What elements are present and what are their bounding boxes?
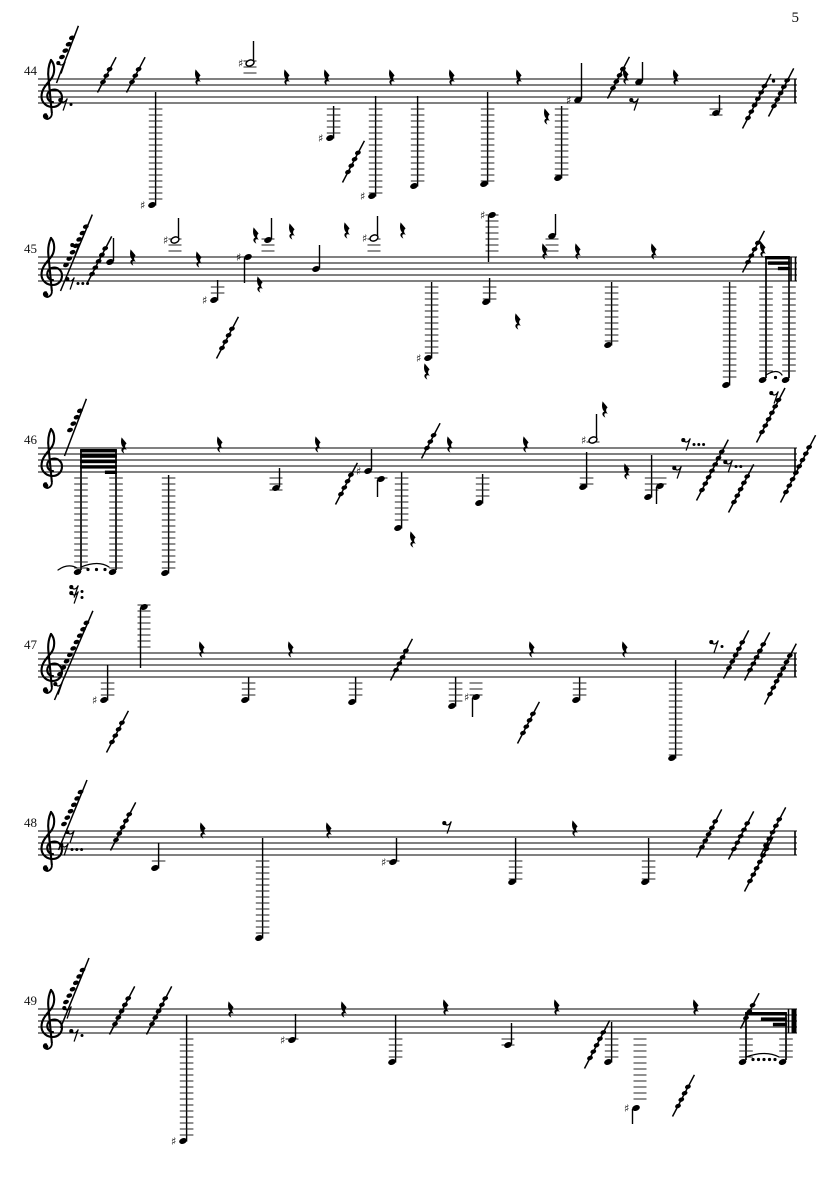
svg-text:♯: ♯	[464, 690, 470, 704]
low-note	[387, 1015, 402, 1066]
note	[262, 218, 275, 251]
measure-number: 45	[24, 241, 37, 256]
quarter-rest	[449, 69, 455, 85]
system-45	[24, 209, 797, 404]
svg-text:♯: ♯	[280, 1033, 286, 1047]
quarter-rest	[199, 641, 205, 657]
tremolo-run	[65, 399, 87, 456]
eighth-rest	[69, 591, 83, 604]
tremolo-run	[518, 702, 540, 744]
tremolo-run	[741, 993, 760, 1028]
measure-number: 46	[24, 432, 37, 447]
note	[311, 245, 320, 273]
note	[624, 1102, 641, 1124]
tremolo-run	[59, 780, 88, 850]
treble-clef-icon	[42, 812, 63, 871]
quarter-rest	[315, 436, 321, 452]
eighth-rest	[629, 98, 638, 111]
tremolo-run	[745, 632, 770, 680]
low-note	[553, 106, 568, 182]
tremolo-run	[697, 440, 729, 501]
svg-text:♯: ♯	[92, 693, 98, 707]
tremolo-run	[336, 463, 358, 505]
quarter-rest	[443, 999, 449, 1015]
low-note	[160, 475, 175, 577]
svg-text:♯: ♯	[236, 250, 242, 264]
quarter-rest	[523, 436, 529, 452]
tremolo-run	[127, 57, 146, 92]
eighth-rest	[442, 821, 451, 834]
tremolo-run	[343, 141, 365, 183]
svg-text:♯: ♯	[480, 208, 486, 222]
quarter-rest	[196, 251, 202, 267]
quarter-rest	[257, 276, 263, 292]
quarter-rest	[554, 999, 560, 1015]
tremolo-beam-block	[58, 449, 123, 576]
svg-text:♯: ♯	[360, 189, 366, 203]
tremolo-run	[743, 231, 765, 273]
tremolo-run	[107, 711, 129, 753]
low-note	[667, 660, 682, 762]
quarter-rest	[324, 69, 330, 85]
svg-text:♯: ♯	[581, 433, 587, 447]
tremolo-run	[781, 435, 816, 502]
note	[238, 41, 257, 73]
staff-lines	[38, 831, 797, 855]
note	[634, 62, 643, 86]
quarter-rest	[544, 108, 550, 124]
system-46	[24, 388, 816, 598]
quarter-rest	[602, 401, 608, 417]
quarter-rest	[572, 820, 578, 836]
tremolo-run	[729, 811, 754, 859]
low-note	[474, 474, 489, 507]
quarter-rest	[673, 69, 679, 85]
quarter-rest	[424, 363, 430, 379]
quarter-rest	[623, 68, 629, 84]
note	[710, 95, 723, 117]
note	[236, 251, 253, 283]
low-note	[578, 452, 593, 491]
low-note	[640, 838, 655, 886]
low-note	[507, 838, 522, 886]
note	[480, 209, 499, 262]
svg-text:♯: ♯	[381, 855, 387, 869]
tie	[58, 564, 109, 572]
svg-text:♯: ♯	[362, 231, 368, 245]
quarter-rest	[693, 999, 699, 1015]
system-49	[24, 958, 797, 1148]
low-note	[140, 92, 162, 212]
note	[356, 449, 373, 478]
quarter-rest	[515, 313, 521, 329]
measure-number: 49	[24, 993, 37, 1008]
quarter-rest	[516, 69, 522, 85]
low-note	[347, 677, 362, 706]
staff-lines	[38, 653, 797, 677]
quarter-rest	[284, 69, 290, 85]
note	[654, 478, 667, 504]
note	[138, 603, 151, 668]
svg-text:♯: ♯	[238, 56, 244, 70]
quarter-rest	[288, 641, 294, 657]
quarter-rest	[195, 69, 201, 85]
quarter-rest	[400, 222, 406, 238]
tremolo-run	[769, 68, 794, 116]
low-note	[603, 282, 618, 349]
tremolo-run	[673, 1075, 695, 1117]
tremolo-run	[757, 388, 786, 443]
quarter-rest	[344, 222, 350, 238]
quarter-rest	[121, 437, 127, 453]
system-47	[24, 591, 797, 762]
measure-number: 48	[24, 815, 37, 830]
tie	[766, 372, 782, 380]
system-44	[24, 26, 797, 212]
low-note	[481, 278, 496, 306]
tremolo-run	[217, 317, 239, 359]
note	[362, 216, 381, 251]
tremolo-run	[697, 809, 722, 857]
note	[105, 238, 114, 266]
svg-text:♯: ♯	[140, 198, 146, 212]
ledger-column	[634, 1039, 647, 1099]
treble-clef-icon	[42, 429, 63, 488]
treble-clef-icon	[42, 634, 63, 693]
low-note	[240, 677, 255, 704]
eighth-rest	[69, 1029, 83, 1042]
page-number: 5	[791, 10, 799, 26]
note	[581, 414, 600, 447]
treble-clef-icon	[42, 238, 63, 297]
low-note	[416, 282, 438, 365]
low-note	[409, 96, 424, 190]
measure-number: 44	[24, 63, 37, 78]
low-note	[171, 1015, 193, 1148]
eighth-rest	[65, 830, 74, 843]
tremolo-run	[57, 26, 79, 83]
low-note	[393, 472, 408, 532]
tremolo-run	[61, 958, 90, 1028]
tremolo-run	[422, 423, 441, 458]
eighth-rest	[681, 438, 705, 451]
svg-text:♯: ♯	[163, 233, 169, 247]
low-note	[479, 92, 494, 188]
quarter-rest	[289, 223, 295, 239]
treble-clef-icon	[42, 990, 63, 1049]
quarter-rest	[529, 641, 535, 657]
low-note	[571, 677, 586, 704]
note	[464, 683, 483, 717]
quarter-rest	[622, 641, 628, 657]
tremolo-run	[743, 74, 776, 129]
note	[546, 214, 559, 251]
staff-lines	[38, 448, 797, 472]
low-note	[447, 677, 462, 710]
svg-text:♯: ♯	[356, 464, 362, 478]
quarter-rest	[760, 241, 766, 257]
quarter-rest	[447, 436, 453, 452]
note	[163, 218, 182, 251]
staff-lines	[38, 257, 797, 281]
quarter-rest	[253, 227, 259, 243]
tremolo-run	[391, 639, 413, 681]
staff-lines	[38, 1009, 797, 1033]
low-note	[202, 280, 224, 307]
eighth-rest	[65, 277, 89, 290]
svg-text:♯: ♯	[416, 351, 422, 365]
svg-text:♯: ♯	[171, 1134, 177, 1148]
low-note	[318, 106, 340, 145]
system-48	[24, 780, 797, 942]
low-note	[254, 838, 269, 942]
note	[280, 1014, 299, 1047]
svg-text:♯: ♯	[202, 293, 208, 307]
svg-text:♯: ♯	[318, 131, 324, 145]
tremolo-run	[98, 57, 117, 92]
svg-text:♯: ♯	[624, 1101, 630, 1115]
low-note	[360, 96, 382, 203]
note	[375, 475, 388, 497]
eighth-rest	[709, 640, 723, 653]
quarter-rest	[410, 531, 416, 547]
quarter-rest	[389, 69, 395, 85]
svg-text:♯: ♯	[566, 93, 572, 107]
low-note	[150, 843, 165, 872]
low-note	[721, 282, 736, 389]
quarter-rest	[217, 436, 223, 452]
treble-clef-icon	[42, 60, 63, 119]
measure-number: 47	[24, 637, 37, 652]
